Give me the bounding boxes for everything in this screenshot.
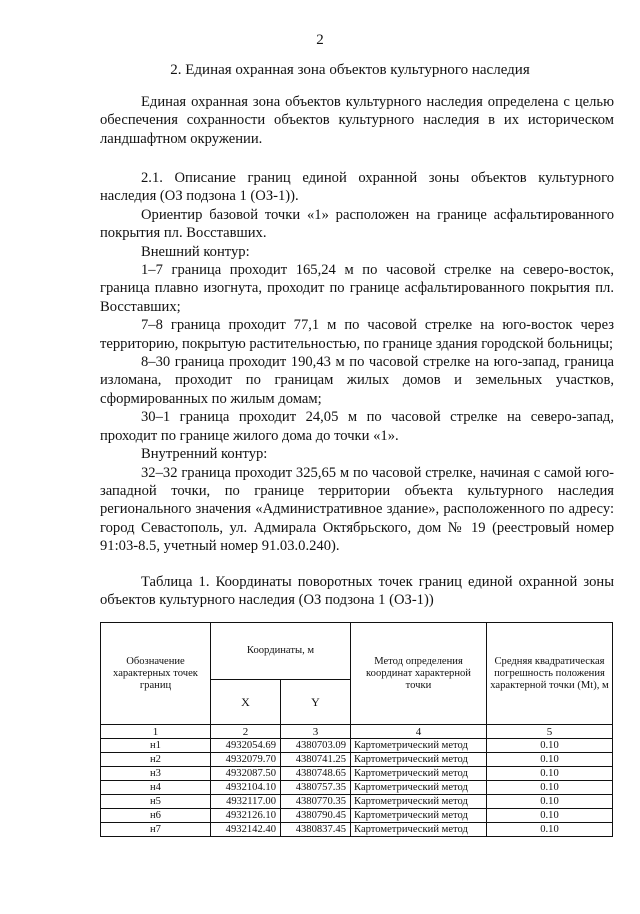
x-cell: 4932117.00 <box>211 795 281 809</box>
header-coordinates: Координаты, м <box>211 623 351 680</box>
point-cell: н1 <box>101 739 211 753</box>
table-row <box>101 739 613 753</box>
table-row <box>101 809 613 823</box>
method-cell: Картометрический метод <box>351 823 487 837</box>
coordinates-table-wrapper <box>100 622 612 837</box>
point-cell: н7 <box>101 823 211 837</box>
index-cell: 5 <box>487 725 613 739</box>
header-designation: Обозначение характерных точек границ <box>101 623 211 725</box>
x-cell: 4932054.69 <box>211 739 281 753</box>
y-cell: 4380741.25 <box>281 753 351 767</box>
index-cell: 1 <box>101 725 211 739</box>
column-index-row <box>101 725 613 739</box>
segment-32-32: 32–32 граница проходит 325,65 м по часовой стрелке, начиная с самой юго-западной точки, по границе территории объекта культурного наследия регионального значения «Административное здание», расположенного по адресу: город Севастополь, ул. Адмирала Октябрьского, дом № 19 (реестровый номер 91:03-8.5, учетный номер 91.03.0.240). <box>100 464 614 555</box>
y-cell: 4380748.65 <box>281 767 351 781</box>
base-point-text: Ориентир базовой точки «1» расположен на границе асфальтированного покрытия пл. Восставших. <box>100 206 614 242</box>
header-y: Y <box>281 680 351 725</box>
y-cell: 4380757.35 <box>281 781 351 795</box>
segment-30-1: 30–1 граница проходит 24,05 м по часовой стрелке на северо-запад, проходит по границе жилого дома до точки «1». <box>100 409 614 444</box>
point-cell: н6 <box>101 809 211 823</box>
y-cell: 4380703.09 <box>281 739 351 753</box>
description-heading: 2.1. Описание границ единой охранной зоны объектов культурного наследия (ОЗ подзона 1 (ОЗ-1)). <box>100 170 614 205</box>
outer-contour-label: Внешний контур: <box>141 243 250 260</box>
error-cell: 0.10 <box>487 753 613 767</box>
error-cell: 0.10 <box>487 739 613 753</box>
method-cell: Картометрический метод <box>351 767 487 781</box>
error-cell: 0.10 <box>487 795 613 809</box>
segment-8-30: 8–30 граница проходит 190,43 м по часовой стрелке на юго-запад, граница изломана, проходит по границам жилых домов и земельных участков, сформированных по жилым домам; <box>100 354 614 407</box>
inner-contour-label: Внутренний контур: <box>141 446 268 463</box>
table-row <box>101 767 613 781</box>
intro-paragraph <box>100 93 614 148</box>
table-caption: Таблица 1. Координаты поворотных точек границ единой охранной зоны объектов культурного наследия (ОЗ подзона 1 (ОЗ-1)) <box>100 574 614 609</box>
header-x: X <box>211 680 281 725</box>
method-cell: Картометрический метод <box>351 739 487 753</box>
error-cell: 0.10 <box>487 823 613 837</box>
index-cell: 2 <box>211 725 281 739</box>
index-cell: 3 <box>281 725 351 739</box>
boundary-description <box>100 169 614 556</box>
y-cell: 4380790.45 <box>281 809 351 823</box>
point-cell: н3 <box>101 767 211 781</box>
table-caption-block <box>100 573 614 610</box>
point-cell: н4 <box>101 781 211 795</box>
table-row <box>101 823 613 837</box>
error-cell: 0.10 <box>487 781 613 795</box>
table-row <box>101 753 613 767</box>
section-title: 2. Единая охранная зона объектов культурного наследия <box>170 62 530 78</box>
x-cell: 4932142.40 <box>211 823 281 837</box>
y-cell: 4380770.35 <box>281 795 351 809</box>
x-cell: 4932126.10 <box>211 809 281 823</box>
method-cell: Картометрический метод <box>351 781 487 795</box>
point-cell: н2 <box>101 753 211 767</box>
intro-text: Единая охранная зона объектов культурного наследия определена с целью обеспечения сохранности объектов культурного наследия в их историческом ландшафтном окружении. <box>100 94 614 147</box>
segment-7-8: 7–8 граница проходит 77,1 м по часовой стрелке на юго-восток через территорию, покрытую растительностью, по границе здания городской больницы; <box>100 317 614 352</box>
table-row <box>101 795 613 809</box>
point-cell: н5 <box>101 795 211 809</box>
method-cell: Картометрический метод <box>351 795 487 809</box>
error-cell: 0.10 <box>487 767 613 781</box>
index-cell: 4 <box>351 725 487 739</box>
table-row <box>101 781 613 795</box>
page-number: 2 <box>316 32 324 48</box>
x-cell: 4932104.10 <box>211 781 281 795</box>
header-method: Метод определения координат характерной точки <box>351 623 487 725</box>
header-error: Средняя квадратическая погрешность положения характерной точки (Mt), м <box>487 623 613 725</box>
y-cell: 4380837.45 <box>281 823 351 837</box>
method-cell: Картометрический метод <box>351 753 487 767</box>
segment-1-7: 1–7 граница проходит 165,24 м по часовой стрелке на северо-восток, граница плавно изогнута, проходит по границе асфальтированного покрытия пл. Восставших; <box>100 262 614 315</box>
x-cell: 4932079.70 <box>211 753 281 767</box>
error-cell: 0.10 <box>487 809 613 823</box>
coordinates-table <box>100 622 613 837</box>
x-cell: 4932087.50 <box>211 767 281 781</box>
method-cell: Картометрический метод <box>351 809 487 823</box>
